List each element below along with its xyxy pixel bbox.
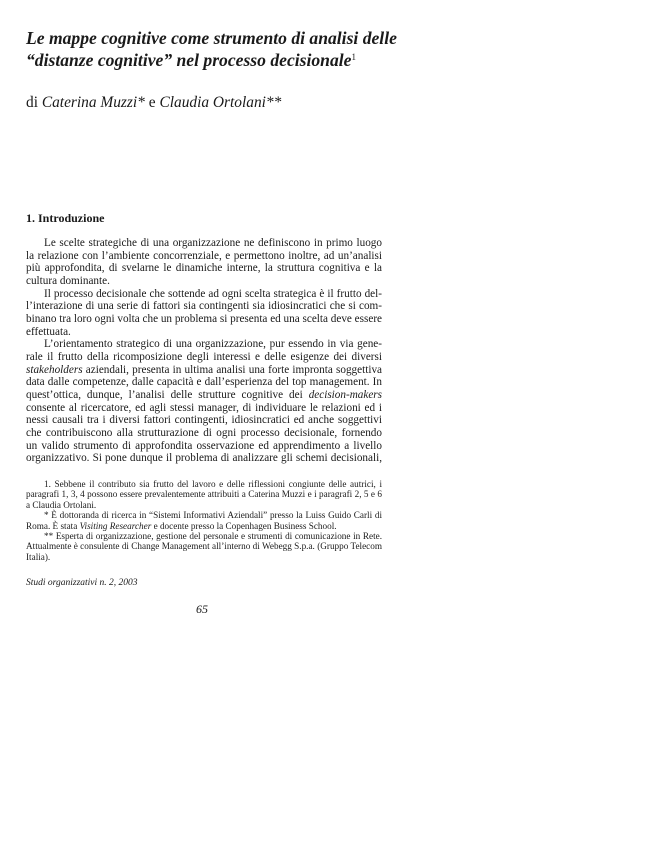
title-footnote-mark[interactable]: 1 bbox=[351, 51, 356, 62]
footnotes bbox=[26, 479, 382, 562]
paragraph-3 bbox=[26, 338, 382, 465]
author-prefix: di bbox=[26, 94, 38, 111]
footnote-3: ** Esperta di organizzazione, gestione del personale e strumenti di comunicazione in Rete. Attualmente è consulente di Change Management all’interno di Webegg S.p.a. (Gruppo Telecom Italia). bbox=[26, 531, 382, 562]
footnote-1: 1. Sebbene il contributo sia frutto del lavoro e delle riflessioni congiunte delle autrici, i paragrafi 1, 3, 4 possono essere prevalentemente attribuiti a Caterina Muzzi e i paragrafi 2, 5 e 6 a Claudia Ortolani. bbox=[26, 479, 382, 510]
article-title bbox=[26, 29, 426, 69]
author-line bbox=[26, 94, 281, 112]
paragraph-2: Il processo decisionale che sottende ad ogni scelta strategica è il frutto dell’interazione di una serie di fattori sia contingenti sia idiosincratici che si combinano tra loro ogni volta che un problema si presenta ed una scelta deve essere effettuata. bbox=[26, 287, 383, 338]
paragraph-3-part-e: consente al ricercatore, ed agli stessi manager, di individuare le relazioni ed i nessi causali tra i diversi fattori contingenti, idiosincratici ed anche soggettivi che contribuiscono alla strutturazione di ogni processo decisionale, fornendo un valido strumento di approfondita osservazione ed apprendimento a livello organizzativo. Si pone dunque il problema di analizzare gli schemi decisionali, bbox=[26, 401, 382, 465]
article-title-text: Le mappe cognitive come strumento di analisi delle “distanze cognitive” nel processo decisionale bbox=[26, 28, 397, 70]
paragraph-1: Le scelte strategiche di una organizzazione ne definiscono in primo luogo la relazione con l’ambiente concorrenziale, e permettono inoltre, ad un’analisi più approfondita, di svelarne le dinamiche interne, la struttura cognitiva e la cultura dominante. bbox=[26, 237, 382, 287]
paragraph-3-part-c: aziendali, presenta in ultima analisi una forte impronta soggettiva data dalle competenze, dalle capacità e dall’esperienza del top management. In quest’ottica, dunque, l’analisi delle strutture cognitive dei bbox=[26, 363, 383, 401]
journal-citation: Studi organizzativi n. 2, 2003 bbox=[26, 578, 138, 588]
paragraph-3-part-a: L’orientamento strategico di una organizzazione, pur essendo in via generale il frutto della ricomposizione degli interessi e delle esigenze dei diversi bbox=[26, 338, 382, 363]
author-1: Caterina Muzzi* bbox=[41, 94, 145, 111]
paragraph-3-term-stakeholders: stakeholders bbox=[26, 363, 83, 376]
body-text bbox=[26, 237, 382, 465]
footnote-2 bbox=[26, 510, 382, 531]
section-heading: 1. Introduzione bbox=[26, 211, 105, 225]
footnote-2-term: Visiting Researcher bbox=[79, 520, 152, 531]
page-number: 65 bbox=[196, 602, 208, 616]
footnote-2-part-c: e docente presso la Copenhagen Business School. bbox=[153, 520, 337, 531]
paragraph-3-term-decision-makers: decision-makers bbox=[308, 388, 383, 401]
footnote-2-part-a: * È dottoranda di ricerca in “Sistemi Informativi Aziendali” presso la Luiss Guido Carli di Roma. È stata bbox=[26, 510, 382, 531]
author-conjunction: e bbox=[148, 94, 156, 111]
author-2: Claudia Ortolani** bbox=[159, 94, 282, 111]
